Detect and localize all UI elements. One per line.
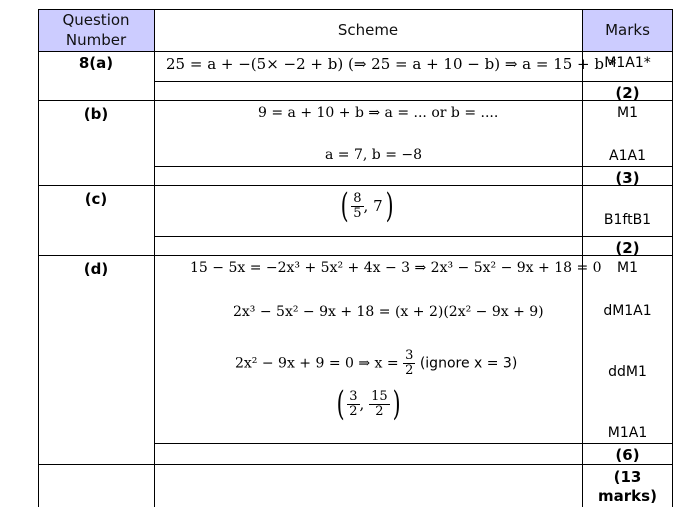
marks-d-2: dM1A1 [603,303,652,319]
row-divider-c-total [154,236,673,237]
marks-a-total: (2) [615,84,640,102]
fraction-numerator: 8 [353,190,362,206]
right-paren: ) [385,186,394,226]
question-number-8a: 8(a) [78,54,114,72]
grand-total-line2: marks) [598,487,657,505]
right-paren: ) [392,384,401,424]
line3-numerator: 3 [405,348,414,363]
row-divider-d-total [154,443,673,444]
border-top [38,9,673,10]
header-question-number: Question Number [62,11,130,49]
line3-suffix: (ignore x = 3) [419,355,518,372]
marks-grand-total [582,468,673,506]
marks-b-2: A1A1 [609,148,646,164]
question-number-c: (c) [84,190,108,208]
row-divider-a-total [154,81,673,82]
question-number-b: (b) [83,105,109,123]
scheme-d-coordinate: ( $\frac{3}{2}$ , $\frac{15}{2}$ ) [336,384,401,424]
border-left [38,9,39,507]
coord-x-numerator: 3 [349,388,358,404]
marks-d-4: M1A1 [607,425,648,441]
marks-c-total: (2) [615,239,640,257]
marks-b-total: (3) [615,169,640,187]
coord-x-fraction [347,390,359,419]
row-divider-d [38,464,673,465]
fraction [351,192,363,221]
scheme-a-line1: 25 = a + −(5× −2 + b) (⇒ 25 = a + 10 − b) ⇒ a = 15 + b * [166,55,617,73]
scheme-c-coordinate: ( $\frac{8}{5}$ , 7) [340,186,394,226]
scheme-d-line1: 15 − 5x = −2x³ + 5x² + 4x − 3 ⇒ 2x³ − 5x² − 9x + 18 = 0 [190,260,602,276]
marks-d-3: ddM1 [608,364,647,380]
scheme-b-line2: a = 7, b = −8 [325,147,423,163]
header-marks: Marks [605,21,650,39]
line3-fraction [403,349,415,378]
marks-b-1: M1 [617,105,638,121]
marks-a-1: M1A1* [604,55,651,71]
coord-y-numerator: 15 [371,388,388,404]
marks-d-1: M1 [617,260,638,276]
header-scheme: Scheme [337,21,399,39]
left-paren: ( [336,384,345,424]
row-divider-header [38,51,673,52]
scheme-d-line3 [235,349,517,378]
fraction-denominator: 5 [353,205,362,221]
question-number-d: (d) [83,260,109,278]
mark-scheme-table [38,9,673,507]
row-divider-a [38,100,673,101]
row-divider-b-total [154,166,673,167]
line3-prefix: 2x² − 9x + 9 = 0 ⇒ x = [235,355,399,372]
marks-d-total: (6) [615,446,640,464]
scheme-d-line2: 2x³ − 5x² − 9x + 18 = (x + 2)(2x² − 9x + 9) [233,304,544,320]
coord-y-denominator: 2 [375,403,384,419]
marks-c-1: B1ftB1 [603,212,652,228]
left-paren: ( [340,186,349,226]
coord-y-fraction [369,390,390,419]
row-divider-c [38,255,673,256]
line3-denominator: 2 [405,363,414,378]
coordinate-y: 7 [373,197,383,215]
column-divider-1 [154,9,155,507]
row-divider-b [38,185,673,186]
grand-total-line1: (13 [613,468,642,486]
scheme-b-line1: 9 = a + 10 + b ⇒ a = ... or b = .... [258,105,499,121]
coord-x-denominator: 2 [349,403,358,419]
